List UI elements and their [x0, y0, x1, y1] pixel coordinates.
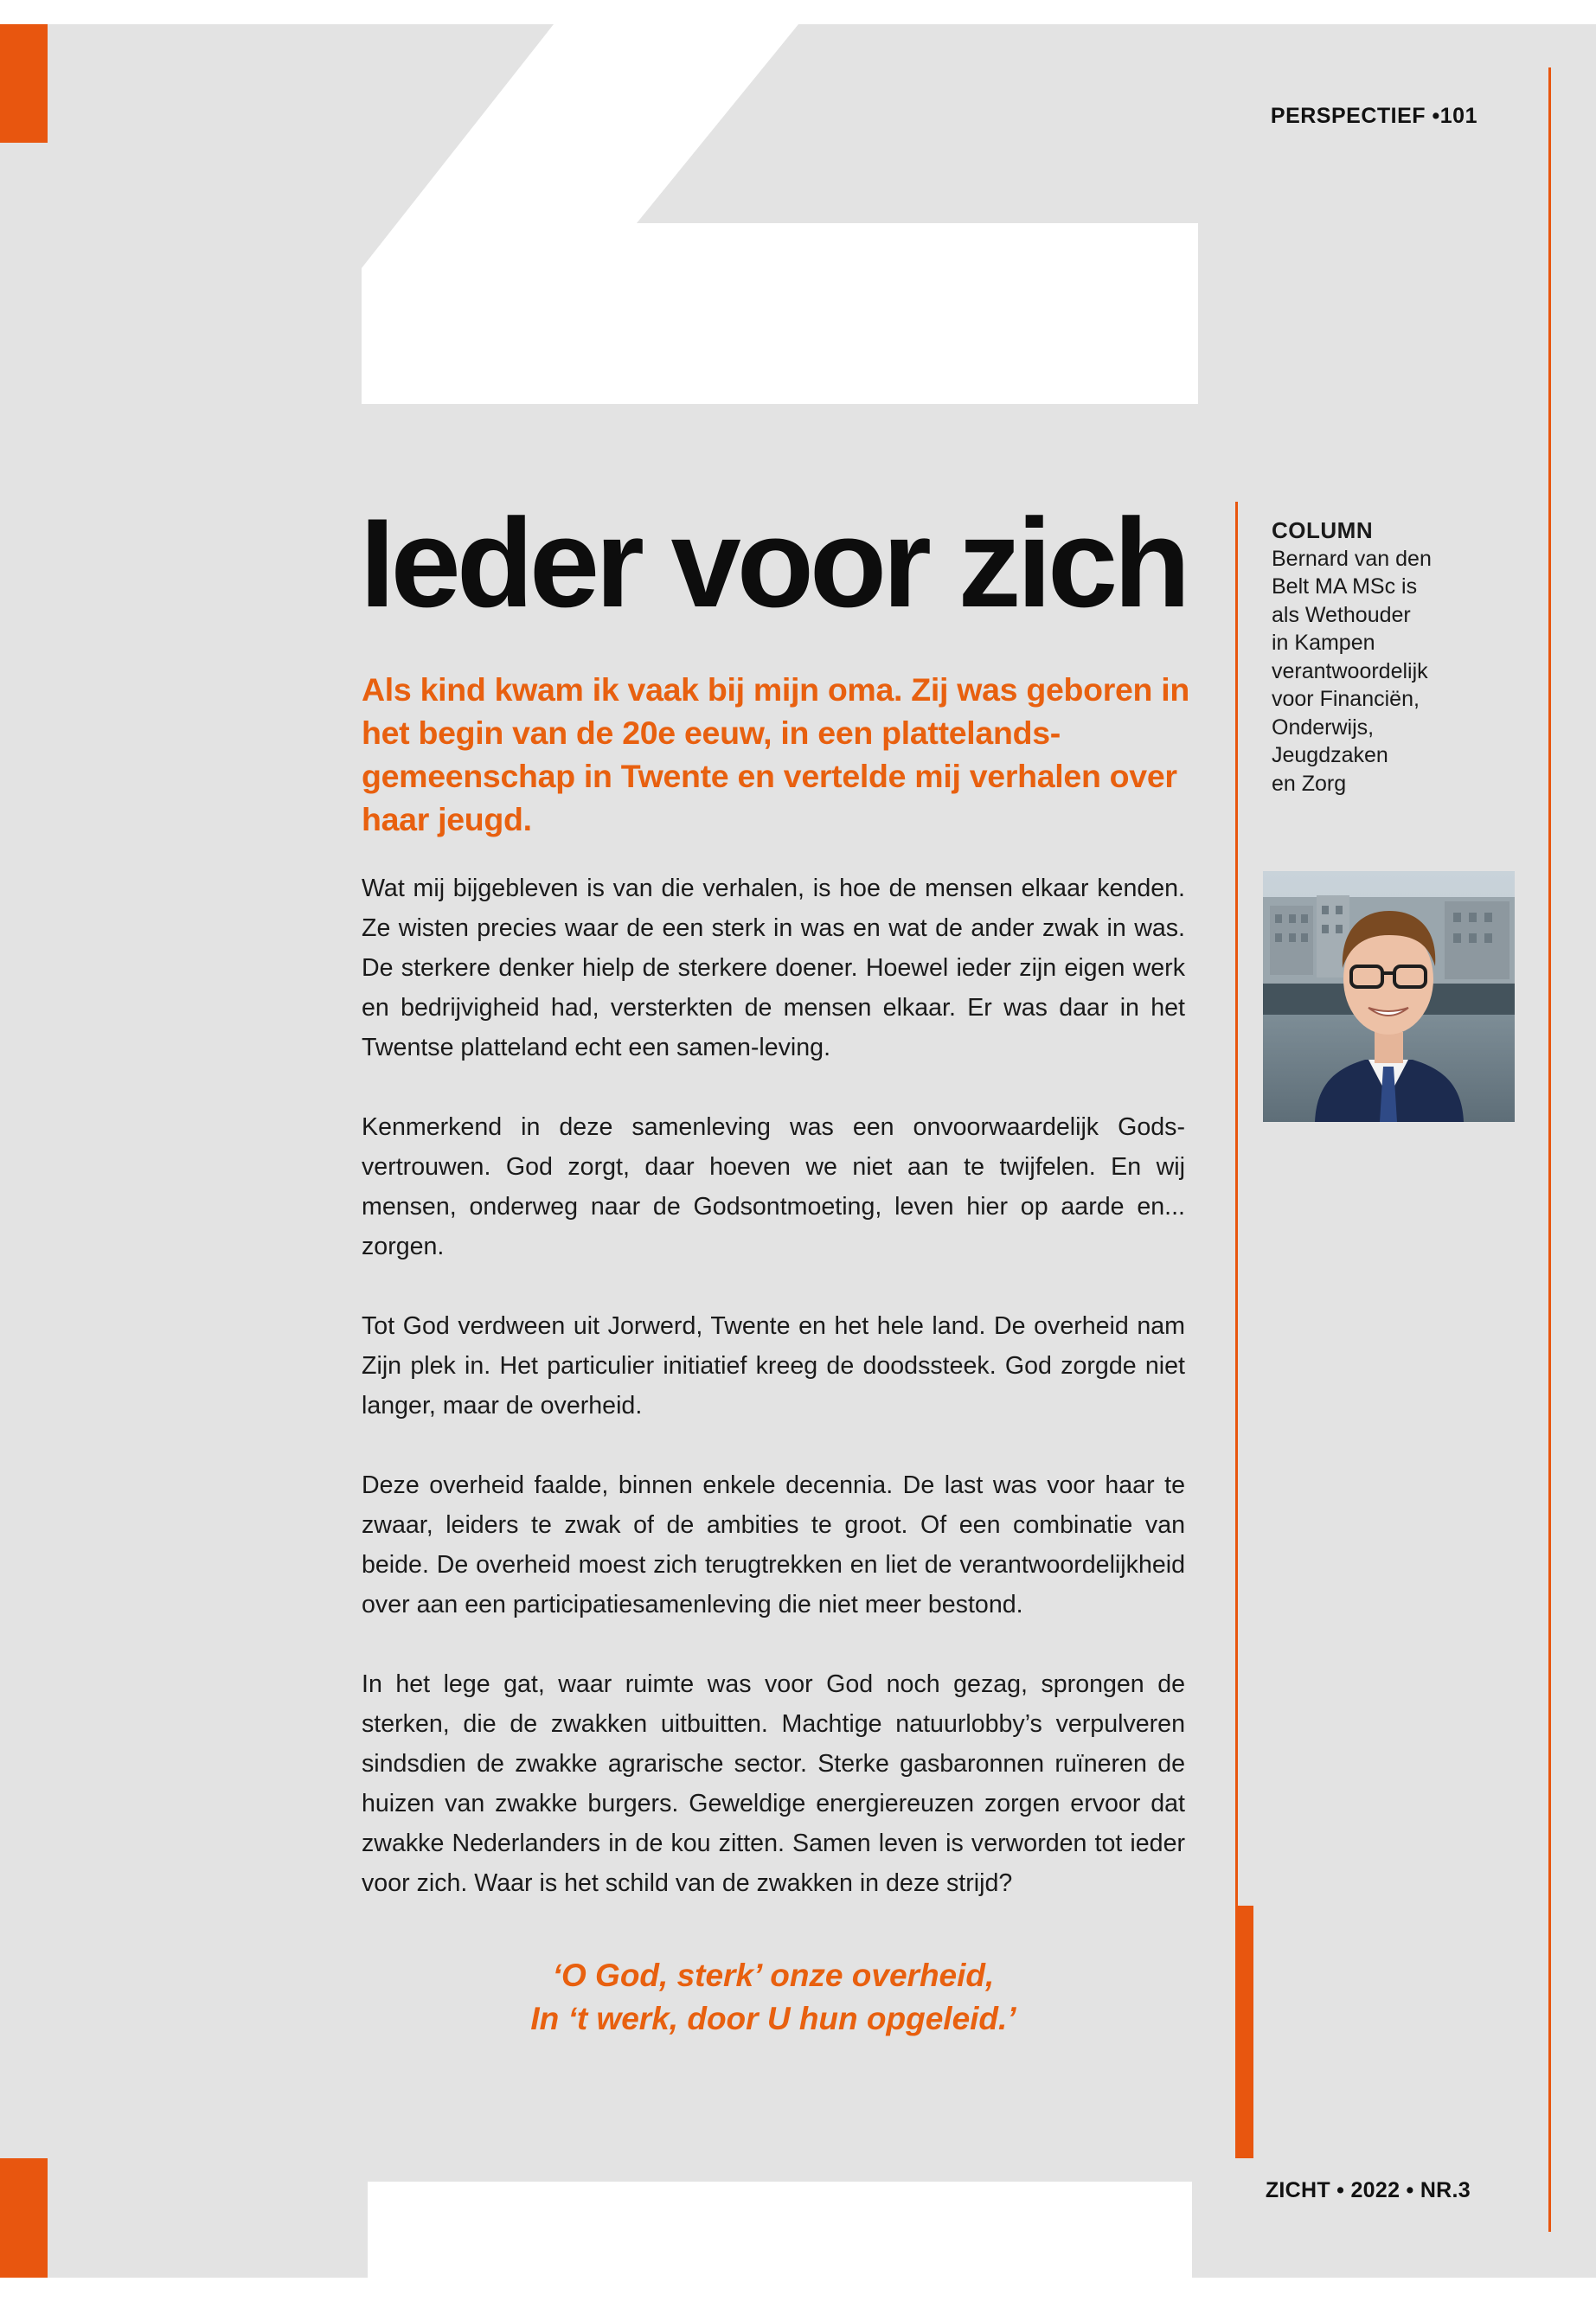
column-label: COLUMN — [1272, 517, 1374, 543]
bio-line: in Kampen — [1272, 631, 1375, 655]
author-portrait — [1263, 871, 1515, 1122]
z-bottom-stroke — [368, 2182, 1192, 2278]
quote-line: ‘O God, sterk’ onze overheid, — [552, 1958, 995, 1993]
article-lead: Als kind kwam ik vaak bij mijn oma. Zij was geboren in het begin van de 20e eeuw, in een plattelandsgemeenschap in Twente en vertelde mij verhalen over haar jeugd. — [362, 671, 1190, 837]
page-number: 101 — [1439, 104, 1477, 128]
bio-line: Bernard van den — [1272, 546, 1432, 571]
column-divider-accent — [1235, 1906, 1253, 2158]
right-margin-rule — [1548, 67, 1551, 2232]
pull-quote — [362, 1954, 1185, 2041]
bio-line: voor Financiën, — [1272, 687, 1420, 711]
author-bio — [1272, 545, 1479, 798]
accent-bar-bottom-left — [0, 2158, 48, 2278]
running-footer: ZICHT • 2022 • NR.3 — [1265, 2178, 1471, 2202]
z-top-stroke — [362, 24, 1198, 404]
body-paragraph: Kenmerkend in deze samenleving was een onvoorwaardelijk Godsvertrouwen. God zorgt, daar hoeven we niet aan te twijfelen. En wij mensen, onderweg naar de Godsontmoeting, leven hier op aarde en... zorgen. — [362, 1113, 1185, 1260]
bio-line: als Wethouder — [1272, 602, 1411, 627]
header-separator: • — [1432, 104, 1440, 128]
article-body — [362, 868, 1185, 1943]
bio-line: en Zorg — [1272, 771, 1347, 796]
body-paragraph: Deze overheid faalde, binnen enkele decennia. De last was voor haar te zwaar, leiders te zwak of de ambities te groot. Of een combinatie van beide. De overheid moest zich terugtrekken en liet de verantwoordelijkheid over aan een participatiesamenleving die niet meer bestond. — [362, 1471, 1185, 1618]
bio-line: Onderwijs, — [1272, 715, 1375, 740]
body-paragraph: Wat mij bijgebleven is van die verhalen, is hoe de mensen elkaar kenden. Ze wisten precies waar de een sterk in was en wat de ander zwak in was. De sterkere denker hielp de sterkere doener. Hoewel ieder zijn eigen werk en bedrijvigheid had, versterkten de mensen elkaar. Er was daar in het Twentse platteland echt een samen-leving. — [362, 875, 1185, 1061]
author-photo — [1263, 871, 1515, 1122]
article-title: Ieder voor zich — [360, 492, 1187, 633]
bio-line: verantwoordelijk — [1272, 658, 1428, 683]
body-paragraph: Tot God verdween uit Jorwerd, Twente en het hele land. De overheid nam Zijn plek in. Het particulier initiatief kreeg de doodssteek. God zorgde niet langer, maar de overheid. — [362, 1312, 1185, 1420]
accent-bar-top-left — [0, 24, 48, 143]
bio-line: Jeugdzaken — [1272, 743, 1388, 767]
running-header — [1271, 104, 1477, 129]
section-name: PERSPECTIEF — [1270, 104, 1426, 128]
author-sidebar — [1272, 516, 1479, 798]
quote-line: In ‘t werk, door U hun opgeleid.’ — [530, 2001, 1016, 2036]
bio-line: Belt MA MSc is — [1272, 574, 1418, 599]
body-paragraph: In het lege gat, waar ruimte was voor God noch gezag, sprongen de sterken, die de zwakken uitbuitten. Machtige natuurlobby’s verpulveren sindsdien de zwakke agrarische sector. Sterke gasbaronnen ruïneren de huizen van zwakke burgers. Geweldige energiereuzen zorgen ervoor dat zwakke Nederlanders in de kou zitten. Samen leven is verworden tot ieder voor zich. Waar is het schild van de zwakken in deze strijd? — [362, 1670, 1185, 1897]
